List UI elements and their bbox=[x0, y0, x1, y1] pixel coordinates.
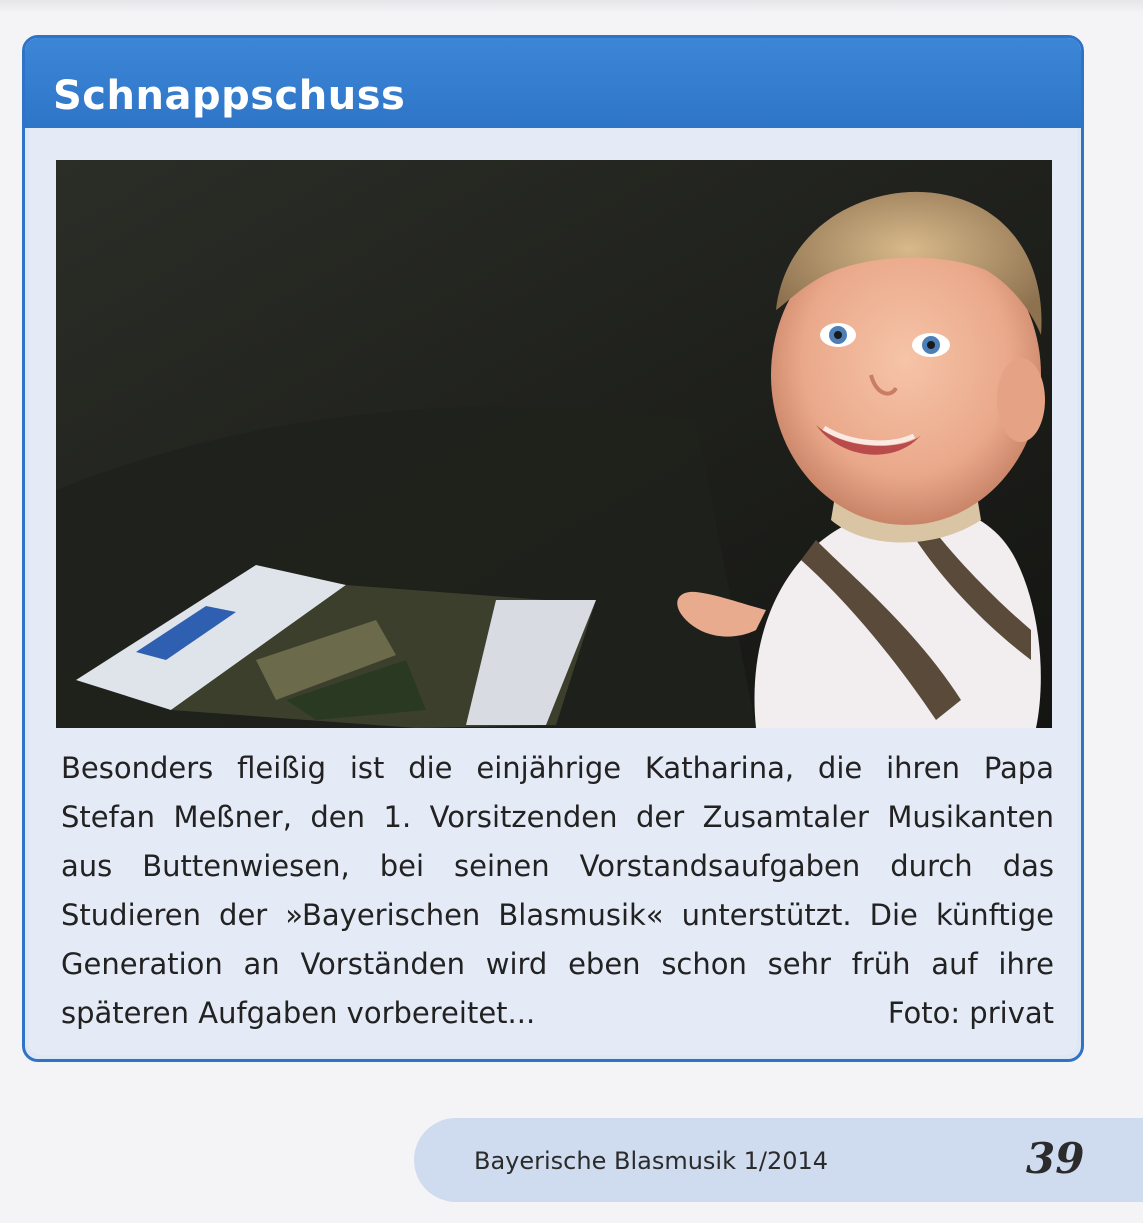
caption-line: Studieren der »Bayerischen Blasmusik« unterstützt. Die künftige bbox=[61, 898, 1054, 932]
publication-name: Bayerische Blasmusik 1/2014 bbox=[474, 1147, 829, 1175]
photo-illustration bbox=[56, 160, 1052, 728]
box-header bbox=[25, 38, 1081, 128]
caption-line: Generation an Vorständen wird eben schon sehr früh auf ihre bbox=[61, 947, 1054, 981]
photo-caption bbox=[61, 744, 1054, 1038]
caption-last-line bbox=[61, 989, 1054, 1038]
photo-credit: Foto: privat bbox=[887, 996, 1054, 1030]
caption-line: aus Buttenwiesen, bei seinen Vorstandsaufgaben durch das bbox=[61, 849, 1054, 883]
caption-line: Besonders fleißig ist die einjährige Katharina, die ihren Papa bbox=[61, 751, 1054, 785]
caption-line: späteren Aufgaben vorbereitet... bbox=[61, 996, 536, 1030]
page-number: 39 bbox=[1026, 1134, 1085, 1183]
caption-line: Stefan Meßner, den 1. Vorsitzenden der Zusamtaler Musikanten bbox=[61, 800, 1054, 834]
article-photo bbox=[56, 160, 1052, 728]
article-title: Schnappschuss bbox=[53, 73, 406, 119]
article-box bbox=[22, 35, 1084, 1062]
scan-edge bbox=[0, 0, 1143, 14]
